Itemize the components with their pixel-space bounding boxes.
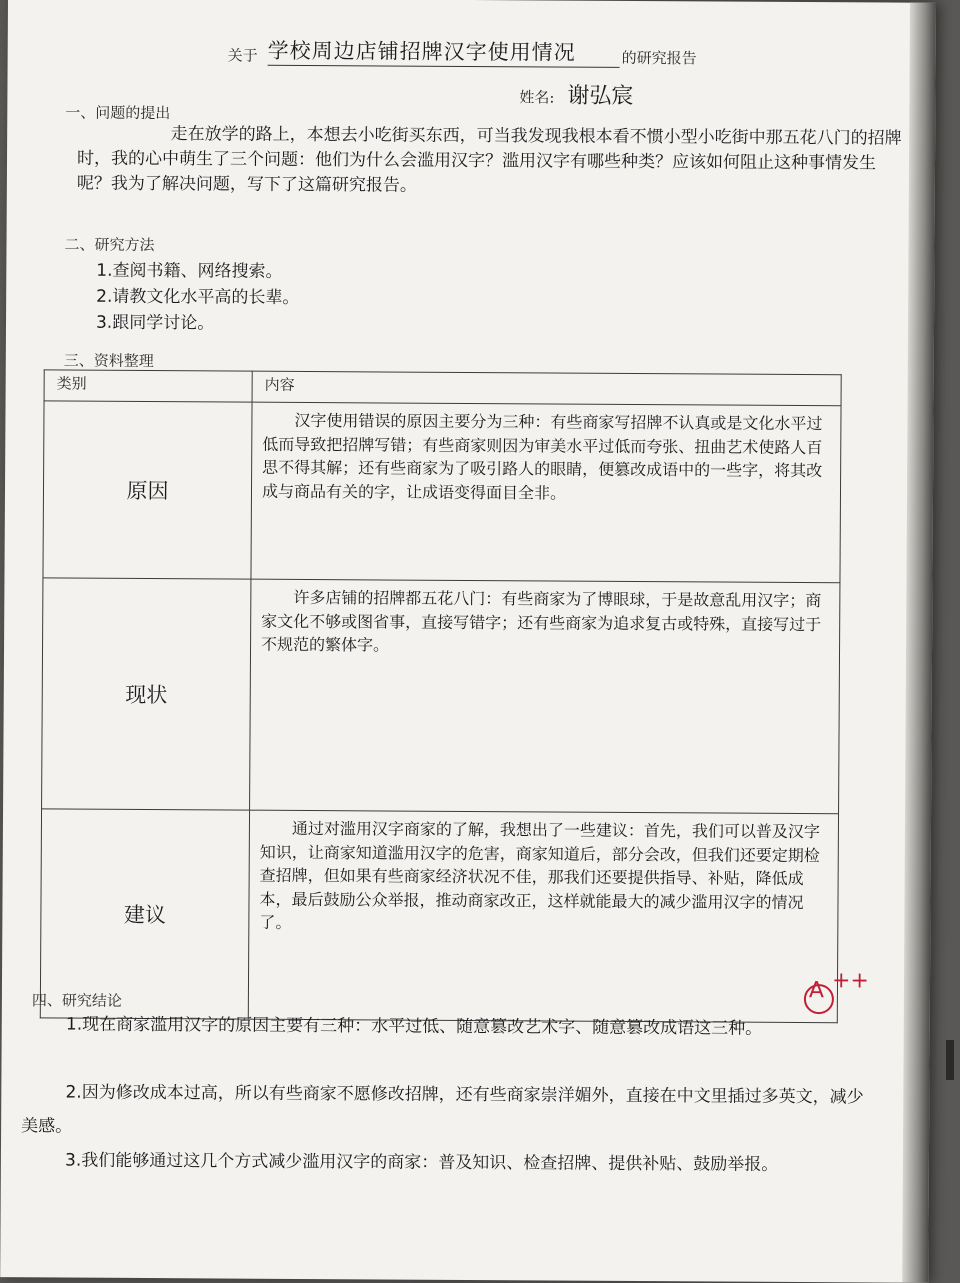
method-item: 1.查阅书籍、网络搜索。 [96, 260, 283, 282]
category-cell: 原因 [43, 401, 252, 579]
content-text: 许多店铺的招牌都五花八门：有些商家为了博眼球，于是故意乱用汉字；商家文化不够或图省事，直接写错字；还有些商家为追求复古或特殊，直接写过于不规范的繁体字。 [261, 587, 822, 655]
conclusion-item: 1.现在商家滥用汉字的原因主要有三种：水平过低、随意篡改艺术字、随意篡改成语这三种。 [65, 1014, 763, 1039]
content-cell [250, 579, 840, 814]
title-topic: 学校周边店铺招牌汉字使用情况 [268, 35, 620, 68]
content-text: 通过对滥用汉字商家的了解，我想出了一些建议：首先，我们可以普及汉字知识，让商家知道滥用汉字的危害，商家知道后，部分会改，但我们还要定期检查招牌，但如果有些商家经济状况不佳，那我们还要提供指导、补贴，降低成本，最后鼓励公众举报，推动商家改正，这样就能最大的减少滥用汉字的情况了。 [259, 818, 820, 932]
table-row [42, 578, 840, 814]
table-header-row [44, 370, 841, 406]
method-item: 3.跟同学讨论。 [95, 312, 215, 334]
section-heading-method: 二、研究方法 [64, 235, 155, 255]
page-stack-edge [902, 3, 936, 1283]
method-item: 2.请教文化水平高的长辈。 [96, 286, 300, 308]
section-heading-problem: 一、问题的提出 [65, 103, 171, 123]
title-suffix: 的研究报告 [621, 48, 697, 68]
content-cell [248, 810, 838, 1023]
section-heading-data: 三、资料整理 [63, 351, 154, 371]
column-header-category: 类别 [44, 370, 252, 402]
table-row [40, 809, 838, 1023]
category-cell: 建议 [40, 809, 249, 1019]
grade-mark [804, 968, 874, 1010]
category-cell: 现状 [42, 578, 251, 810]
author-line [519, 78, 779, 114]
table-row [43, 401, 841, 583]
name-label: 姓名: [519, 88, 555, 107]
conclusion-item: 3.我们能够通过这几个方式减少滥用汉字的商家：普及知识、检查招牌、提供补贴、鼓励举报。 [65, 1150, 779, 1175]
conclusion-item: 2.因为修改成本过高，所以有些商家不愿修改招牌，还有些商家崇洋媚外，直接在中文里插过多英文，减少美感。 [21, 1082, 864, 1137]
background-mark [946, 1040, 954, 1080]
grade-plus: ++ [831, 968, 869, 994]
title-prefix: 关于 [227, 46, 258, 65]
grade-letter: A [808, 978, 825, 1004]
content-text: 汉字使用错误的原因主要分为三种：有些商家写招牌不认真或是文化水平过低而导致把招牌写错；有些商家则因为审美水平过低而夸张、扭曲艺术使路人百思不得其解；还有些商家为了吸引路人的眼睛，便篡改成语中的一些字，将其改成与商品有关的字，让成语变得面目全非。 [261, 410, 823, 503]
report-title [228, 31, 848, 75]
content-cell [251, 402, 841, 583]
section-heading-conclusion: 四、研究结论 [31, 991, 122, 1010]
column-header-content: 内容 [252, 371, 841, 406]
name-value: 谢弘宸 [567, 83, 634, 109]
data-table [40, 369, 842, 1023]
problem-text: 走在放学的路上，本想去小吃街买东西，可当我发现我根本看不惯小型小吃街中那五花八门的招牌时，我的心中萌生了三个问题：他们为什么会滥用汉字？滥用汉字有哪些种类？应该如何阻止这种事情发生呢？我为了解决问题，写下了这篇研究报告。 [76, 124, 902, 196]
